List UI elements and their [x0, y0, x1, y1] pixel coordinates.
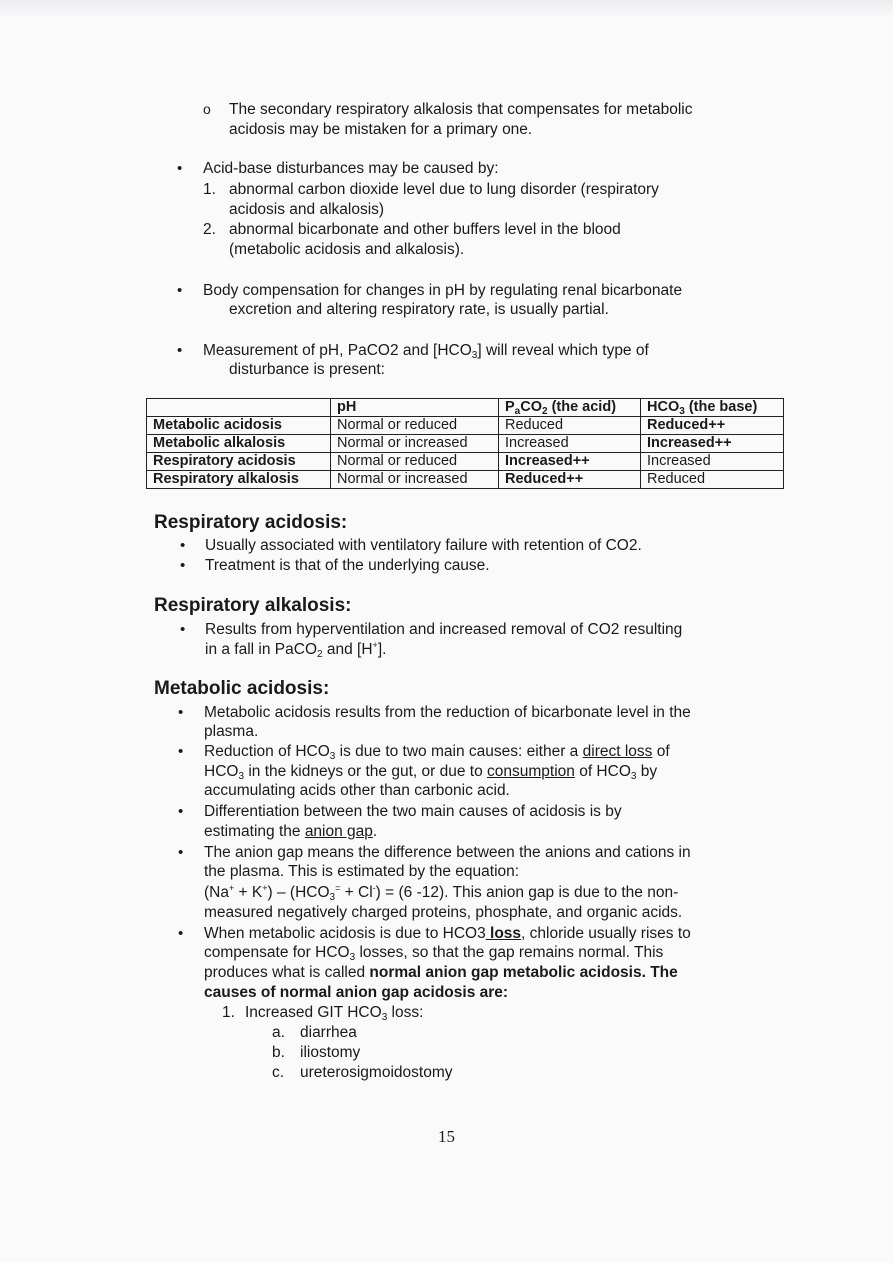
text-line: $(Na^+ + K^+) - (HCO_3^= + Cl^-) = (6$ -12). This anion gap is due to the non- — [204, 883, 679, 903]
table-cell: Reduced — [499, 417, 641, 435]
bullet-icon: • — [178, 844, 184, 861]
text-line: plasma. — [204, 723, 259, 740]
hollow-bullet-icon: o — [203, 101, 211, 117]
text-line: $HCO_3$ in the kidneys or the gut, or due to consumption of $HCO_3$ by — [204, 763, 658, 782]
list-number: 1. — [203, 181, 216, 198]
bullet-icon: • — [177, 282, 183, 299]
table-cell: Reduced++ — [641, 417, 784, 435]
text-line: Differentiation between the two main causes of acidosis is by — [204, 803, 622, 820]
list-letter: b. — [272, 1044, 285, 1061]
table-cell: Increased++ — [641, 435, 784, 453]
text-line: produces what is called normal anion gap metabolic acidosis. The — [204, 964, 678, 981]
scan-top-shadow — [0, 0, 893, 18]
text-line: Increased GIT $HCO_3$ loss: — [245, 1004, 424, 1023]
text-line: abnormal carbon dioxide level due to lung disorder (respiratory — [229, 181, 659, 198]
table-header-blank — [147, 399, 331, 417]
text-line: Body compensation for changes in pH by regulating renal bicarbonate — [203, 282, 683, 299]
text-line: Usually associated with ventilatory failure with retention of CO2. — [205, 537, 642, 554]
table-header-ph: pH — [331, 399, 499, 417]
table-cell: Increased++ — [499, 453, 641, 471]
table-cell: Respiratory alkalosis — [147, 471, 331, 489]
text-line: abnormal bicarbonate and other buffers level in the blood — [229, 221, 621, 238]
bullet-icon: • — [178, 704, 184, 721]
table-row — [147, 471, 784, 489]
text-line: compensate for $HCO_3$ losses, so that the gap remains normal. This — [204, 944, 664, 963]
text-line: estimating the anion gap. — [204, 823, 378, 840]
bullet-icon: • — [178, 925, 184, 942]
text-line: Reduction of $HCO_3$ is due to two main causes: either a direct loss of — [204, 743, 670, 762]
table-cell: Metabolic alkalosis — [147, 435, 331, 453]
text-line: acidosis and alkalosis) — [229, 201, 385, 218]
table-cell: Normal or increased — [331, 471, 499, 489]
table-header-paco2: $P_aCO_2$ (the acid) — [499, 399, 641, 417]
table-row — [147, 435, 784, 453]
list-number: 2. — [203, 221, 216, 238]
bullet-icon: • — [177, 160, 183, 177]
list-letter: a. — [272, 1024, 285, 1041]
table-header-hco3: $HCO_3$ (the base) — [641, 399, 784, 417]
list-number: 1. — [222, 1004, 235, 1021]
text-line: Measurement of pH, PaCO2 and $[HCO_3]$ will reveal which type of — [203, 342, 649, 361]
list-letter: c. — [272, 1064, 285, 1081]
table-cell: Reduced++ — [499, 471, 641, 489]
text-line: The anion gap means the difference between the anions and cations in — [204, 844, 691, 861]
text-line: excretion and altering respiratory rate, is usually partial. — [229, 301, 609, 318]
table-cell: Increased — [641, 453, 784, 471]
bullet-icon: • — [180, 621, 186, 638]
text-line: causes of normal anion gap acidosis are: — [204, 984, 509, 1001]
bullet-icon: • — [178, 803, 184, 820]
text-line: Treatment is that of the underlying cause. — [205, 557, 490, 574]
heading-metabolic-acidosis: Metabolic acidosis: — [154, 678, 330, 699]
text-line: disturbance is present: — [229, 361, 385, 378]
text-line: The secondary respiratory alkalosis that compensates for metabolic — [229, 101, 693, 118]
table-cell: Normal or increased — [331, 435, 499, 453]
text-line: diarrhea — [300, 1024, 357, 1041]
acid-base-table — [146, 398, 784, 489]
text-line: Results from hyperventilation and increased removal of CO2 resulting — [205, 621, 683, 638]
text-line: iliostomy — [300, 1044, 361, 1061]
table-cell: Increased — [499, 435, 641, 453]
text-line: Metabolic acidosis results from the reduction of bicarbonate level in the — [204, 704, 691, 721]
text-line: (metabolic acidosis and alkalosis). — [229, 241, 465, 258]
table-header-row — [147, 399, 784, 417]
text-line: acidosis may be mistaken for a primary one. — [229, 121, 533, 138]
text-line: the plasma. This is estimated by the equation: — [204, 863, 520, 880]
text-line: ureterosigmoidostomy — [300, 1064, 453, 1081]
table-row — [147, 453, 784, 471]
bullet-icon: • — [180, 557, 186, 574]
table-cell: Normal or reduced — [331, 417, 499, 435]
table-cell: Normal or reduced — [331, 453, 499, 471]
page-number: 15 — [438, 1127, 455, 1146]
bullet-icon: • — [178, 743, 184, 760]
heading-respiratory-alkalosis: Respiratory alkalosis: — [154, 595, 352, 616]
heading-respiratory-acidosis: Respiratory acidosis: — [154, 512, 348, 533]
text-line: in a fall in PaCO$_2$ and [H+]. — [205, 640, 387, 660]
table-cell: Metabolic acidosis — [147, 417, 331, 435]
table-cell: Reduced — [641, 471, 784, 489]
text-line: accumulating acids other than carbonic acid. — [204, 782, 510, 799]
text-line: Acid-base disturbances may be caused by: — [203, 160, 499, 177]
table-row — [147, 417, 784, 435]
text-line: When metabolic acidosis is due to HCO3 loss, chloride usually rises to — [204, 925, 691, 942]
table-cell: Respiratory acidosis — [147, 453, 331, 471]
bullet-icon: • — [180, 537, 186, 554]
text-line: measured negatively charged proteins, phosphate, and organic acids. — [204, 904, 683, 921]
bullet-icon: • — [177, 342, 183, 359]
